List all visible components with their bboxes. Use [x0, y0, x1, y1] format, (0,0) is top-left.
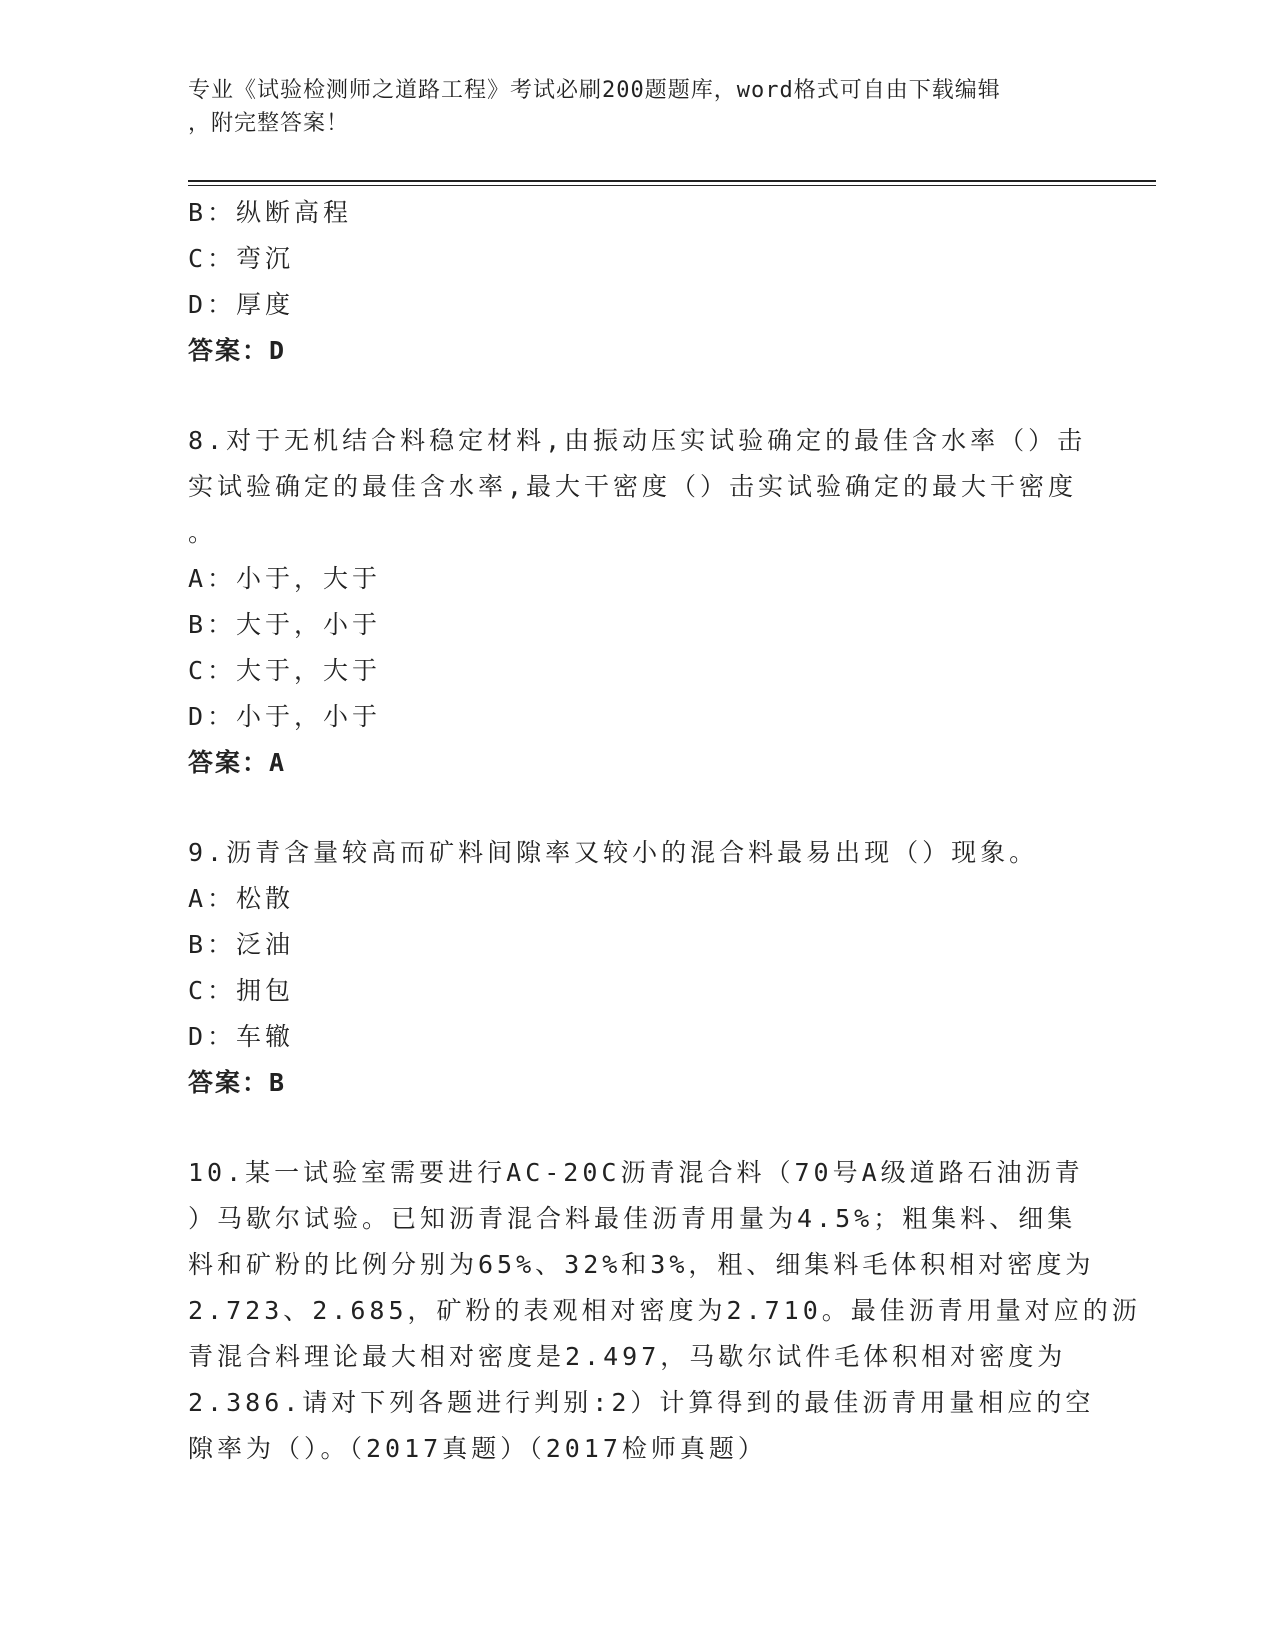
q7-answer: 答案：D [188, 336, 287, 365]
q10-text-line-5: 青混合料理论最大相对密度是2.497，马歇尔试件毛体积相对密度为 [188, 1342, 1067, 1371]
header-divider-thin [188, 185, 1156, 186]
q8-option-a: A：小于，大于 [188, 564, 382, 593]
q7-option-d: D：厚度 [188, 290, 295, 319]
q10-text-line-4: 2.723、2.685，矿粉的表观相对密度为2.710。最佳沥青用量对应的沥 [188, 1296, 1141, 1325]
q10-text-line-7: 隙率为（）。（2017真题）（2017检师真题） [188, 1434, 767, 1463]
q8-option-b: B：大于，小于 [188, 610, 382, 639]
q8-text-line-2: 实试验确定的最佳含水率,最大干密度（）击实试验确定的最大干密度 [188, 472, 1078, 501]
q9-answer: 答案：B [188, 1068, 287, 1097]
header-title-line-2: ，附完整答案！ [188, 111, 350, 136]
q7-option-c: C：弯沉 [188, 244, 295, 273]
spacer [188, 786, 1088, 830]
header-divider-thick [188, 180, 1156, 182]
q10-text-line-1: 10.某一试验室需要进行AC-20C沥青混合料（70号A级道路石油沥青 [188, 1158, 1084, 1187]
question-content [188, 190, 1141, 1472]
q10-text-line-3: 料和矿粉的比例分别为65%、32%和3%，粗、细集料毛体积相对密度为 [188, 1250, 1095, 1279]
q9-option-a: A：松散 [188, 884, 295, 913]
q10-text-line-6: 2.386.请对下列各题进行判别:2）计算得到的最佳沥青用量相应的空 [188, 1388, 1095, 1417]
header-title-line-1: 专业《试验检测师之道路工程》考试必刷200题题库，word格式可自由下载编辑 [188, 78, 1001, 103]
question-9-block [188, 830, 1088, 1106]
q8-text-line-1: 8.对于无机结合料稳定材料,由振动压实试验确定的最佳含水率（）击 [188, 426, 1087, 455]
q9-option-d: D：车辙 [188, 1022, 295, 1051]
question-7-block [188, 190, 1088, 374]
q8-text-line-3: 。 [188, 518, 218, 547]
question-8-block [188, 418, 1088, 786]
q10-text-line-2: ）马歇尔试验。已知沥青混合料最佳沥青用量为4.5%；粗集料、细集 [188, 1204, 1077, 1233]
document-header [188, 74, 1088, 140]
spacer [188, 1106, 1088, 1150]
spacer [188, 374, 1088, 418]
q8-answer: 答案：A [188, 748, 287, 777]
q8-option-c: C：大于，大于 [188, 656, 382, 685]
q9-option-c: C：拥包 [188, 976, 295, 1005]
q8-option-d: D：小于，小于 [188, 702, 382, 731]
q9-option-b: B：泛油 [188, 930, 295, 959]
q9-text-line-1: 9.沥青含量较高而矿料间隙率又较小的混合料最易出现（）现象。 [188, 838, 1039, 867]
q7-option-b: B：纵断高程 [188, 198, 353, 227]
question-10-block [188, 1150, 1141, 1472]
